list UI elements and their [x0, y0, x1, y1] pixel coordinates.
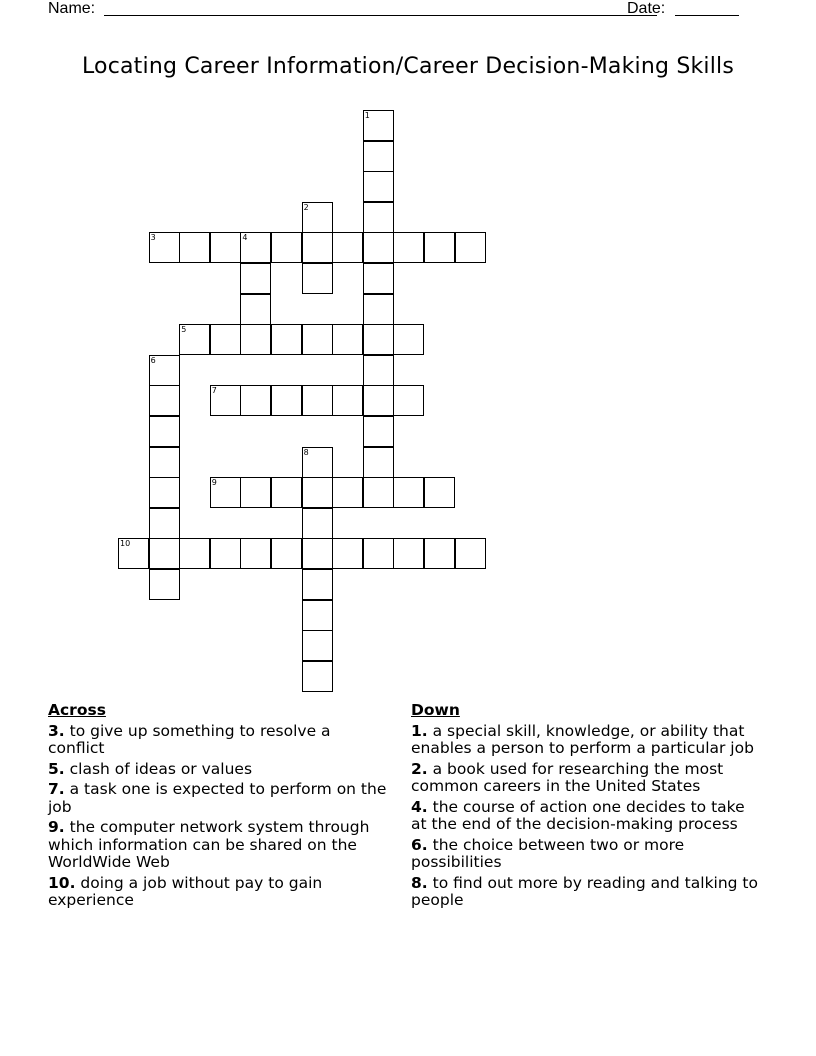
crossword-cell[interactable]: [302, 324, 333, 355]
across-clues: [48, 702, 388, 913]
crossword-cell[interactable]: [424, 232, 455, 263]
crossword-cell[interactable]: [179, 538, 210, 569]
crossword-cell[interactable]: [240, 477, 271, 508]
crossword-cell[interactable]: [240, 538, 271, 569]
crossword-cell[interactable]: [393, 324, 424, 355]
crossword-cell[interactable]: [210, 232, 241, 263]
crossword-cell[interactable]: [271, 538, 302, 569]
page-title: Locating Career Information/Career Decision-Making Skills: [81, 54, 735, 79]
cell-number: 4: [242, 233, 248, 243]
crossword-cell[interactable]: [363, 355, 394, 386]
clue-number: 3.: [48, 721, 65, 740]
cell-number: 1: [364, 111, 370, 120]
clue-across-10: [48, 875, 388, 910]
date-blank-line[interactable]: [675, 15, 739, 16]
crossword-cell[interactable]: [332, 538, 363, 569]
crossword-cell[interactable]: [424, 538, 455, 569]
crossword-cell[interactable]: [210, 538, 241, 569]
clue-number: 1.: [411, 721, 428, 740]
crossword-cell[interactable]: [302, 600, 333, 631]
crossword-cell[interactable]: [363, 110, 394, 141]
crossword-cell[interactable]: [302, 569, 333, 600]
crossword-cell[interactable]: [424, 477, 455, 508]
crossword-cell[interactable]: [302, 202, 333, 233]
crossword-cell[interactable]: [149, 416, 180, 447]
crossword-cell[interactable]: [302, 447, 333, 478]
crossword-cell[interactable]: [393, 385, 424, 416]
crossword-cell[interactable]: [149, 232, 180, 263]
cell-number: 10: [120, 539, 131, 549]
crossword-cell[interactable]: [393, 477, 424, 508]
crossword-cell[interactable]: [363, 141, 394, 172]
clue-text: clash of ideas or values: [69, 759, 253, 778]
crossword-cell[interactable]: [210, 385, 241, 416]
clue-number: 5.: [48, 759, 65, 778]
clue-text: the course of action one decides to take at the end of the decision-making process: [411, 797, 745, 833]
clue-number: 8.: [411, 873, 428, 892]
clue-number: 4.: [411, 797, 428, 816]
crossword-cell[interactable]: [363, 477, 394, 508]
clue-number: 2.: [411, 759, 428, 778]
crossword-cell[interactable]: [149, 508, 180, 539]
name-label: Name:: [48, 0, 96, 17]
crossword-cell[interactable]: [240, 294, 271, 325]
clue-text: a special skill, knowledge, or ability that enables a person to perform a particular job: [411, 721, 754, 757]
crossword-cell[interactable]: [363, 171, 394, 202]
clue-text: doing a job without pay to gain experience: [48, 873, 323, 909]
crossword-cell[interactable]: [302, 385, 333, 416]
down-clues: [411, 702, 761, 913]
crossword-cell[interactable]: [393, 538, 424, 569]
cell-number: 3: [150, 233, 156, 243]
clue-number: 9.: [48, 818, 65, 836]
crossword-cell[interactable]: [363, 416, 394, 447]
crossword-cell[interactable]: [240, 385, 271, 416]
crossword-cell[interactable]: [363, 538, 394, 569]
clue-down-2: [411, 761, 761, 796]
crossword-cell[interactable]: [271, 232, 302, 263]
crossword-cell[interactable]: [271, 477, 302, 508]
crossword-cell[interactable]: [302, 232, 333, 263]
clue-text: the computer network system through which information can be shared on the WorldWide Web: [48, 818, 370, 871]
crossword-cell[interactable]: [149, 355, 180, 386]
clue-number: 10.: [48, 873, 76, 892]
crossword-cell[interactable]: [332, 324, 363, 355]
crossword-cell[interactable]: [332, 232, 363, 263]
clue-text: a task one is expected to perform on the job: [48, 780, 387, 816]
clue-across-3: [48, 723, 388, 758]
crossword-cell[interactable]: [149, 447, 180, 478]
crossword-cell[interactable]: [363, 232, 394, 263]
clue-text: a book used for researching the most common careers in the United States: [411, 759, 724, 795]
clue-down-6: [411, 837, 761, 872]
cell-number: 5: [181, 325, 187, 335]
clue-down-8: [411, 875, 761, 910]
crossword-cell[interactable]: [363, 324, 394, 355]
crossword-cell[interactable]: [455, 232, 486, 263]
cell-number: 7: [211, 386, 217, 396]
crossword-cell[interactable]: [332, 477, 363, 508]
crossword-cell[interactable]: [363, 263, 394, 294]
crossword-cell[interactable]: [363, 385, 394, 416]
crossword-cell[interactable]: [179, 232, 210, 263]
crossword-cell[interactable]: [271, 324, 302, 355]
crossword-cell[interactable]: [240, 263, 271, 294]
cell-number: 9: [211, 478, 217, 488]
crossword-cell[interactable]: [363, 294, 394, 325]
crossword-cell[interactable]: [118, 538, 149, 569]
date-label: Date:: [627, 0, 666, 17]
crossword-cell[interactable]: [240, 232, 271, 263]
down-heading: Down: [411, 701, 460, 719]
clue-across-7: [48, 781, 388, 816]
crossword-cell[interactable]: [363, 447, 394, 478]
crossword-cell[interactable]: [332, 385, 363, 416]
cell-number: 8: [303, 447, 309, 457]
header-row: [48, 0, 748, 20]
crossword-cell[interactable]: [240, 324, 271, 355]
crossword-cell[interactable]: [149, 477, 180, 508]
clue-text: to find out more by reading and talking to people: [411, 873, 758, 909]
clue-text: the choice between two or more possibilities: [411, 835, 685, 871]
crossword-cell[interactable]: [302, 661, 333, 692]
crossword-cell[interactable]: [149, 385, 180, 416]
across-heading: Across: [48, 701, 106, 719]
cell-number: 6: [150, 355, 156, 365]
clue-number: 7.: [48, 780, 65, 798]
crossword-cell[interactable]: [302, 538, 333, 569]
crossword-cell[interactable]: [271, 385, 302, 416]
crossword-cell[interactable]: [363, 202, 394, 233]
crossword-cell[interactable]: [210, 324, 241, 355]
crossword-cell[interactable]: [455, 538, 486, 569]
crossword-cell[interactable]: [302, 477, 333, 508]
clue-number: 6.: [411, 835, 428, 854]
crossword-cell[interactable]: [393, 232, 424, 263]
crossword-cell[interactable]: [149, 538, 180, 569]
crossword-cell[interactable]: [149, 569, 180, 600]
crossword-cell[interactable]: [302, 263, 333, 294]
clue-text: to give up something to resolve a conflict: [48, 721, 331, 757]
crossword-cell[interactable]: [302, 630, 333, 661]
name-blank-line[interactable]: [104, 15, 657, 16]
cell-number: 2: [303, 202, 309, 212]
crossword-cell[interactable]: [179, 324, 210, 355]
clue-down-4: [411, 799, 761, 834]
crossword-cell[interactable]: [302, 508, 333, 539]
crossword-cell[interactable]: [210, 477, 241, 508]
clue-down-1: [411, 723, 761, 758]
clue-across-5: [48, 761, 388, 779]
clue-across-9: [48, 819, 388, 872]
